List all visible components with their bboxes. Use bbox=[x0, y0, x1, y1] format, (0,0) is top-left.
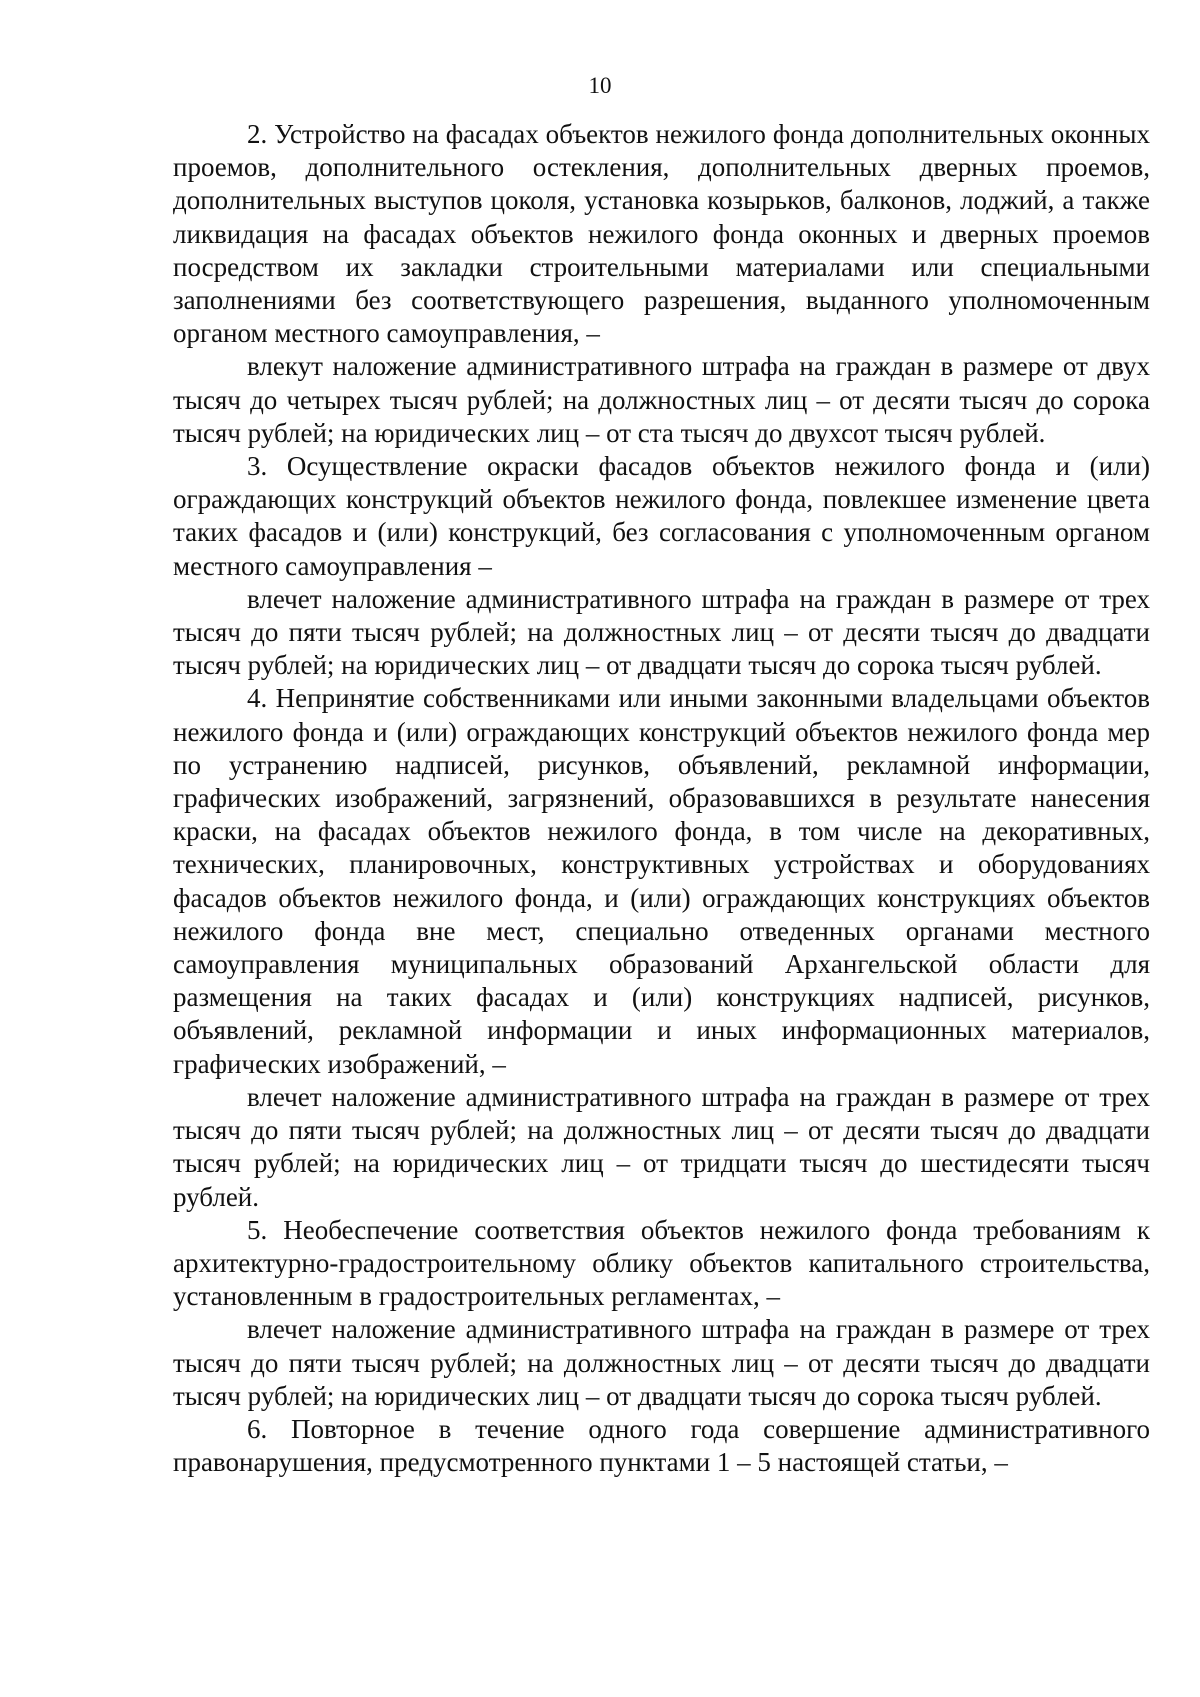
document-body bbox=[173, 118, 1150, 1479]
penalty-paragraph-item-4: влечет наложение административного штрафа на граждан в размере от трех тысяч до пяти тысяч рублей; на должностных лиц – от десяти тысяч до двадцати тысяч рублей; на юридических лиц – от тридцати тысяч до шестидесяти тысяч рублей. bbox=[173, 1081, 1150, 1212]
page-number: 10 bbox=[588, 73, 612, 98]
paragraph-item-4: 4. Непринятие собственниками или иными законными владельцами объектов нежилого фонда и (или) ограждающих конструкций объектов нежилого фонда мер по устранению надписей, рисунков, объявлений, рекламной информации, графических изображений, загрязнений, образовавшихся в результате нанесения краски, на фасадах объектов нежилого фонда, в том числе на декоративных, технических, планировочных, конструктивных устройствах и оборудованиях фасадов объектов нежилого фонда, и (или) ограждающих конструкциях объектов нежилого фонда вне мест, специально отведенных органами местного самоуправления муниципальных образований Архангельской области для размещения на таких фасадах и (или) конструкциях надписей, рисунков, объявлений, рекламной информации и иных информационных материалов, графических изображений, – bbox=[173, 683, 1150, 1079]
penalty-paragraph-item-2: влекут наложение административного штрафа на граждан в размере от двух тысяч до четырех тысяч рублей; на должностных лиц – от десяти тысяч до сорока тысяч рублей; на юридических лиц – от ста тысяч до двухсот тысяч рублей. bbox=[173, 351, 1150, 448]
penalty-paragraph-item-5: влечет наложение административного штрафа на граждан в размере от трех тысяч до пяти тысяч рублей; на должностных лиц – от десяти тысяч до двадцати тысяч рублей; на юридических лиц – от двадцати тысяч до сорока тысяч рублей. bbox=[173, 1314, 1150, 1411]
paragraph-item-5: 5. Необеспечение соответствия объектов нежилого фонда требованиям к архитектурно-градостроительному облику объектов капитального строительства, установленным в градостроительных регламентах, – bbox=[173, 1214, 1150, 1312]
paragraph-item-3: 3. Осуществление окраски фасадов объектов нежилого фонда и (или) ограждающих конструкций объектов нежилого фонда, повлекшее изменение цвета таких фасадов и (или) конструкций, без согласования с уполномоченным органом местного самоуправления – bbox=[173, 451, 1150, 581]
paragraph-item-6: 6. Повторное в течение одного года совершение административного правонарушения, предусмотренного пунктами 1 – 5 настоящей статьи, – bbox=[173, 1413, 1150, 1478]
penalty-paragraph-item-3: влечет наложение административного штрафа на граждан в размере от трех тысяч до пяти тысяч рублей; на должностных лиц – от десяти тысяч до двадцати тысяч рублей; на юридических лиц – от двадцати тысяч до сорока тысяч рублей. bbox=[173, 583, 1150, 681]
paragraph-item-2: 2. Устройство на фасадах объектов нежилого фонда дополнительных оконных проемов, дополнительного остекления, дополнительных дверных проемов, дополнительных выступов цоколя, установка козырьков, балконов, лоджий, а также ликвидация на фасадах объектов нежилого фонда оконных и дверных проемов посредством их закладки строительными материалами или специальными заполнениями без соответствующего разрешения, выданного уполномоченным органом местного самоуправления, – bbox=[173, 119, 1150, 349]
